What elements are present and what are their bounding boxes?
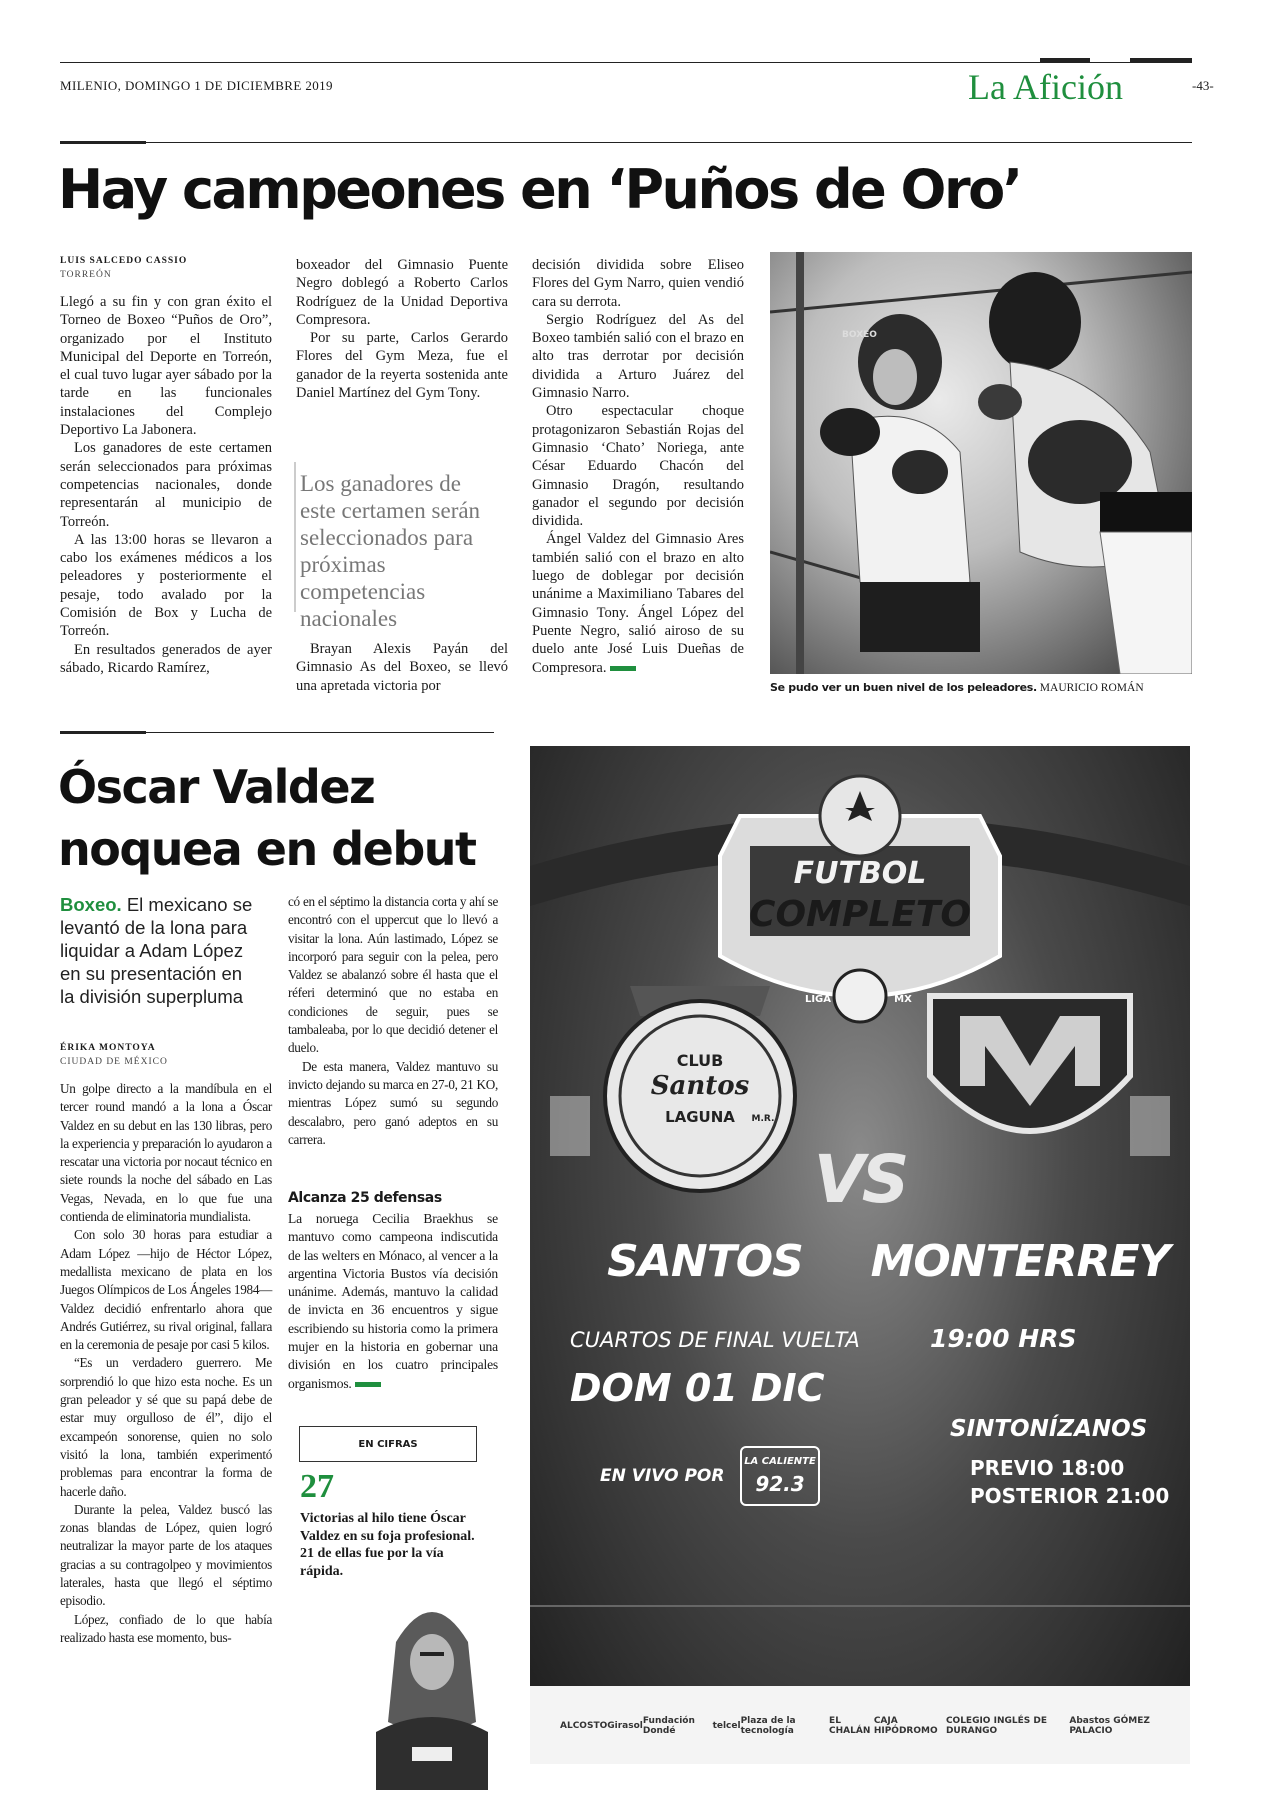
santos-crest-laguna: LAGUNA	[665, 1108, 735, 1126]
sponsor-logo: COLEGIO INGLÉS DE DURANGO	[945, 1716, 1047, 1736]
article1-city: TORREÓN	[60, 270, 112, 280]
article1-paragraph: Llegó a su fin y con gran éxito el Torneo de Boxeo “Puños de Oro”, organizado por el Instituto Municipal del Deporte en Torreón, el cual tuvo lugar ayer sábado por la tarde en las funcionales instalaciones del Complejo Deportivo La Jabonera.	[60, 294, 272, 439]
header-brand-mark-1	[1040, 58, 1090, 62]
ad-live: EN VIVO POR	[600, 1466, 725, 1486]
cifras-number: 27	[300, 1468, 334, 1505]
article1-paragraph-text: Brayan Alexis Payán del Gimnasio As del Boxeo, se llevó una apretada victoria por	[296, 641, 508, 694]
article2-dek-text: El mexicano se levantó de la lona para liquidar a Adam López en su presentación en la división superpluma	[60, 894, 253, 1007]
article2-column-1	[60, 1080, 272, 1647]
ad-team-santos: SANTOS	[607, 1236, 803, 1287]
santos-crest-club: CLUB	[676, 1051, 724, 1070]
article2-paragraph: “Es un verdadero guerrero. Me sorprendió lo que hizo esta noche. Es un gran peleador y sé que su papá debe de estar muy orgulloso de él”, dijo el excampeón sonorense, quien no solo visitó la lona, también experimentó problemas para encontrar la forma de hacerle daño.	[60, 1355, 272, 1499]
sponsor-logo: Plaza de la tecnología	[740, 1716, 796, 1736]
article2-column-2-bottom	[288, 1210, 498, 1393]
article1-paragraph: decisión dividida sobre Eliseo Flores del Gym Narro, quien vendió cara su derrota.	[532, 257, 744, 310]
sponsor-logo: Abastos GÓMEZ PALACIO	[1069, 1716, 1150, 1736]
article2-rule-accent	[60, 731, 146, 734]
article2-column-2	[288, 893, 498, 1149]
boxer-portrait	[376, 1582, 488, 1790]
ad-mx: MX	[894, 994, 912, 1005]
sponsor-logo: CAJA HIPÓDROMO	[873, 1716, 938, 1736]
sponsor-logo: Fundación Dondé	[642, 1716, 695, 1736]
pull-quote: Los ganadores de este certamen serán seleccionados para próximas competencias nacionales	[300, 471, 481, 631]
boxing-photo-illustration	[770, 252, 1192, 674]
caption-text: Se pudo ver un buen nivel de los peleadores.	[770, 681, 1037, 694]
futbol-completo-ad	[530, 746, 1190, 1764]
photo-credit: MAURICIO ROMÁN	[1039, 682, 1144, 694]
ad-title-futbol: FUTBOL	[793, 856, 927, 891]
edition-date: MILENIO, DOMINGO 1 DE DICIEMBRE 2019	[60, 78, 333, 93]
headgear-label: BOXEO	[842, 330, 877, 340]
article2-paragraph-text: La noruega Cecilia Braekhus se mantuvo como campeona indiscutida de las welters en Mónaco, al vencer a la argentina Victoria Bustos vía decisión unánime. Además, mantuvo la calidad de invicta en 36 encuentros y sigue escribiendo su historia como la primera mujer en la historia en gobernar una división en los cuatro principales organismos.	[288, 1211, 498, 1391]
article2-paragraph: De esta manera, Valdez mantuvo su invicto dejando su marca en 27-0, 21 KO, mientras López sumó su segundo descalabro, pero ganó adeptos en su carrera.	[288, 1058, 498, 1147]
boxer-portrait-illustration	[376, 1582, 488, 1790]
end-mark	[355, 1382, 381, 1387]
station-logo	[740, 1446, 820, 1506]
article2-headline-line-2: noquea en debut	[58, 822, 476, 876]
sponsor-strip	[560, 1701, 1170, 1751]
cifras-box: EN CIFRAS	[299, 1426, 477, 1462]
page-number: -43-	[1192, 78, 1214, 93]
ad-vs: VS	[813, 1141, 907, 1218]
sponsor-logo: Girasol	[607, 1721, 643, 1731]
santos-crest-name: Santos	[650, 1071, 750, 1101]
cifras-text: Victorias al hilo tiene Óscar Valdez en su foja profesional. 21 de ellas fue por la vía rápida.	[300, 1511, 475, 1579]
article1-paragraph-text: Ángel Valdez del Gimnasio Ares también salió con el brazo en alto luego de doblegar por decisión unánime a Maximiliano Tabares del Gimnasio Tony. Ángel López del Puente Negro, salió airoso de su duelo ante José Luis Dueñas de Compresora.	[532, 531, 744, 676]
ad-posterior: POSTERIOR 21:00	[970, 1484, 1170, 1508]
boxing-photo	[770, 252, 1192, 674]
article1-paragraph	[532, 530, 744, 676]
article2-paragraph: có en el séptimo la distancia corta y ahí se encontró con el uppercut que lo llevó a visitar la lona. Aún lastimado, López se incorporó para seguir con la pelea, pero Valdez se abalanzó sobre él hasta que el réferi determinó que no estaba en condiciones de seguir, pues se tambaleaba, por lo que decidió detener el duelo.	[288, 894, 498, 1056]
ad-liga: LIGA	[804, 994, 832, 1005]
end-mark	[610, 666, 636, 671]
article1-paragraph: Otro espectacular choque protagonizaron Sebastián Rojas del Gimnasio ‘Chato’ Noriega, ante César Eduardo Chacón del Gimnasio Dragón, resultando ganador el segundo por decisión dividida.	[532, 403, 744, 530]
article1-author: LUIS SALCEDO CASSIO	[60, 256, 188, 266]
article2-paragraph	[288, 1210, 498, 1393]
article2-paragraph: Un golpe directo a la mandíbula en el tercer round mandó a la lona a Óscar Valdez en su debut en las 130 libras, pero la experiencia y preparación lo ayudaron a rescatar una victoria por nocaut técnico en siete rounds la noche del sábado en Las Vegas, Nevada, en lo que fue una contienda de eliminatoria mundialista.	[60, 1081, 272, 1225]
photo-caption	[770, 681, 1192, 694]
ad-previo: PREVIO 18:00	[970, 1456, 1125, 1480]
article1-paragraph: Los ganadores de este certamen serán seleccionados para próximas competencias nacionales, donde representarán al municipio de Torreón.	[60, 440, 272, 530]
article1-paragraph: En resultados generados de ayer sábado, Ricardo Ramírez,	[60, 641, 272, 676]
article2-headline-line-1: Óscar Valdez	[58, 760, 375, 814]
article1-top-rule	[60, 142, 1192, 143]
article1-column-1	[60, 293, 272, 677]
sponsor-logo: EL CHALÁN	[829, 1716, 871, 1736]
article1-paragraph: Sergio Rodríguez del As del Boxeo también salió con el brazo en alto tras derrotar por decisión dividida a Arturo Juárez del Gimnasio Narro.	[532, 311, 744, 402]
article1-column-2-bottom	[296, 640, 508, 695]
article2-kicker: Boxeo.	[60, 894, 122, 915]
ad-round: CUARTOS DE FINAL VUELTA	[570, 1328, 860, 1352]
article1-paragraph: A las 13:00 horas se llevaron a cabo los exámenes médicos a los peleadores y posteriormente el pesaje, todo avalado por la Comisión de Box y Lucha de Torreón.	[60, 531, 272, 640]
article2-paragraph: Durante la pelea, Valdez buscó las zonas blandas de López, quien logró neutralizar la mayor parte de los ataques gracias a su contragolpeo y movimientos laterales, hasta que llegó el séptimo episodio.	[60, 1501, 272, 1609]
article1-column-2	[296, 256, 508, 402]
header-top-rule	[60, 62, 1192, 63]
article2-paragraph: Con solo 30 horas para estudiar a Adam López —hijo de Héctor López, medallista mexicano de plata en los Juegos Olímpicos de Los Ángeles 1984— Valdez decidió enfrentarlo ahora que Andrés Gutiérrez, su rival original, fallara en la ceremonia de pesaje por casi 5 kilos.	[60, 1227, 272, 1353]
ad-time: 19:00 HRS	[930, 1324, 1077, 1353]
ad-team-monterrey: MONTERREY	[870, 1236, 1170, 1287]
sponsor-logo: ALCOSTO	[560, 1721, 608, 1731]
article1-paragraph	[296, 640, 508, 695]
station-frequency: 92.3	[755, 1472, 805, 1496]
pull-quote-rule	[294, 462, 296, 612]
ad-tune-in: SINTONÍZANOS	[950, 1416, 1148, 1442]
sponsor-logo: telcel	[712, 1721, 741, 1731]
article1-headline: Hay campeones en ‘Puños de Oro’	[58, 158, 1021, 221]
station-name: LA CALIENTE	[744, 1456, 816, 1467]
article1-paragraph: boxeador del Gimnasio Puente Negro doblegó a Roberto Carlos Rodríguez de la Unidad Deportiva Compresora.	[296, 257, 508, 328]
header-brand-mark-2	[1130, 58, 1192, 62]
article2-paragraph: López, confiado de lo que había realizado hasta ese momento, bus-	[60, 1611, 272, 1645]
article1-rule-accent	[60, 141, 146, 144]
article2-author: ÉRIKA MONTOYA	[60, 1043, 156, 1053]
section-brand: La Afición	[968, 67, 1123, 107]
article2-subhead: Alcanza 25 defensas	[288, 1190, 442, 1206]
ad-date: DOM 01 DIC	[570, 1366, 825, 1410]
article1-column-3	[532, 256, 744, 677]
article2-dek	[60, 893, 260, 1008]
ad-title-completo: COMPLETO	[749, 894, 971, 935]
article1-paragraph: Por su parte, Carlos Gerardo Flores del Gym Meza, fue el ganador de la reyerta sostenida ante Daniel Martínez del Gym Tony.	[296, 330, 508, 402]
article2-city: CIUDAD DE MÉXICO	[60, 1057, 168, 1067]
article2-headline	[58, 756, 476, 880]
santos-crest-mr: M.R.	[751, 1114, 775, 1124]
